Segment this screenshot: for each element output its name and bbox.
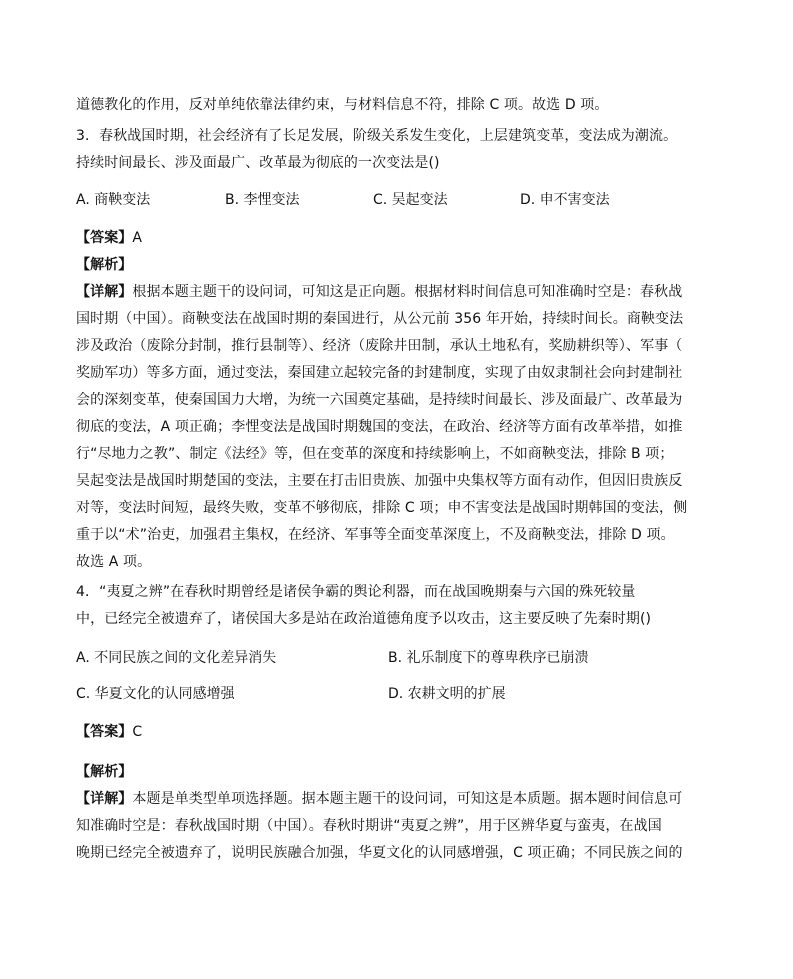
q4-answer-tag: 【答案】 [76,724,133,740]
q4-answer-value: C [132,724,143,740]
q3-option-d: D. 申不害变法 [520,192,610,208]
q4-analysis-heading [76,762,132,782]
q4-option-a: A. 不同民族之间的文化差异消失 [76,650,277,666]
q3-detail-line-5: 会的深刻变革，使秦国国力大增，为统一六国奠定基础，是持续时间最长、涉及面最广、改革最为 [76,392,683,408]
q3-option-a: A. 商鞅变法 [76,192,151,208]
q3-answer-value: A [132,230,143,246]
q4-detail-tag: 【详解】 [76,791,133,807]
q4-option-c: C. 华夏文化的认同感增强 [76,686,235,702]
q3-detail-line-7: 行“尽地力之教”、制定《法经》等，但在变革的深度和持续影响上，不如商鞅变法，排除 B 项； [76,446,674,462]
q4-analysis-tag: 【解析】 [76,764,133,780]
q3-analysis-tag: 【解析】 [76,257,133,273]
q4-detail-line-3: 晚期已经完全被遗弃了，说明民族融合加强，华夏文化的认同感增强，C 项正确；不同民族之间的 [76,845,683,861]
q3-detail-text-1: 根据本题主题干的设问词，可知这是正向题。根据材料时间信息可知准确时空是：春秋战 [132,284,683,300]
q4-answer [76,722,142,742]
q3-detail-line-4: 奖励军功）等多方面，通过变法，秦国建立起较完备的封建制度，实现了由奴隶制社会向封建制社 [76,365,683,381]
q3-analysis-heading [76,255,132,275]
q3-detail-line-2: 国时期（中国）。商鞅变法在战国时期的秦国进行，从公元前 356 年开始，持续时间长。商鞅变法 [76,311,684,327]
q3-detail-tag: 【详解】 [76,284,133,300]
prev-analysis-line: 道德教化的作用，反对单纯依靠法律约束，与材料信息不符，排除 C 项。故选 D 项。 [76,97,609,113]
q3-answer [76,228,142,248]
q4-detail-text-1: 本题是单类型单项选择题。据本题主题干的设问词，可知这是本质题。据本题时间信息可 [132,791,683,807]
q3-stem-line-2: 持续时间最长、涉及面最广、改革最为彻底的一次变法是() [76,155,440,171]
q4-stem-line-1: 4．“夷夏之辨”在春秋时期曾经是诸侯争霸的舆论利器，而在战国晚期秦与六国的殊死较量 [76,584,636,600]
q3-detail-line-8: 吴起变法是战国时期楚国的变法，主要在打击旧贵族、加强中央集权等方面有动作，但因旧贵族反 [76,473,683,489]
q3-stem-line-1: 3．春秋战国时期，社会经济有了长足发展，阶级关系发生变化，上层建筑变革，变法成为潮流。 [76,128,678,144]
q4-detail-line-2: 知准确时空是：春秋战国时期（中国）。春秋时期讲“夷夏之辨”，用于区辨华夏与蛮夷，在战国 [76,818,662,834]
q3-detail-line-9: 对等，变法时间短，最终失败，变革不够彻底，排除 C 项；申不害变法是战国时期韩国的变法，侧 [76,500,688,516]
q3-answer-tag: 【答案】 [76,230,133,246]
q3-option-c: C. 吴起变法 [373,192,448,208]
q3-option-b: B. 李悝变法 [225,192,300,208]
q3-detail-line-10: 重于以“术”治吏，加强君主集权，在经济、军事等全面变革深度上，不及商鞅变法，排除 D 项。 [76,527,675,543]
q4-option-d: D. 农耕文明的扩展 [388,686,506,702]
q3-detail-line-6: 彻底的变法，A 项正确；李悝变法是战国时期魏国的变法，在政治、经济等方面有改革举措，如推 [76,419,683,435]
q3-detail-line-11: 故选 A 项。 [76,554,152,570]
q4-detail-line-1 [76,789,682,809]
q3-detail-line-1 [76,282,682,302]
q4-option-b: B. 礼乐制度下的尊卑秩序已崩溃 [388,650,589,666]
q3-detail-line-3: 涉及政治（废除分封制，推行县制等）、经济（废除井田制，承认土地私有，奖励耕织等）、军事（ [76,338,683,354]
q4-stem-line-2: 中，已经完全被遗弃了，诸侯国大多是站在政治道德角度予以攻击，这主要反映了先秦时期() [76,611,652,627]
